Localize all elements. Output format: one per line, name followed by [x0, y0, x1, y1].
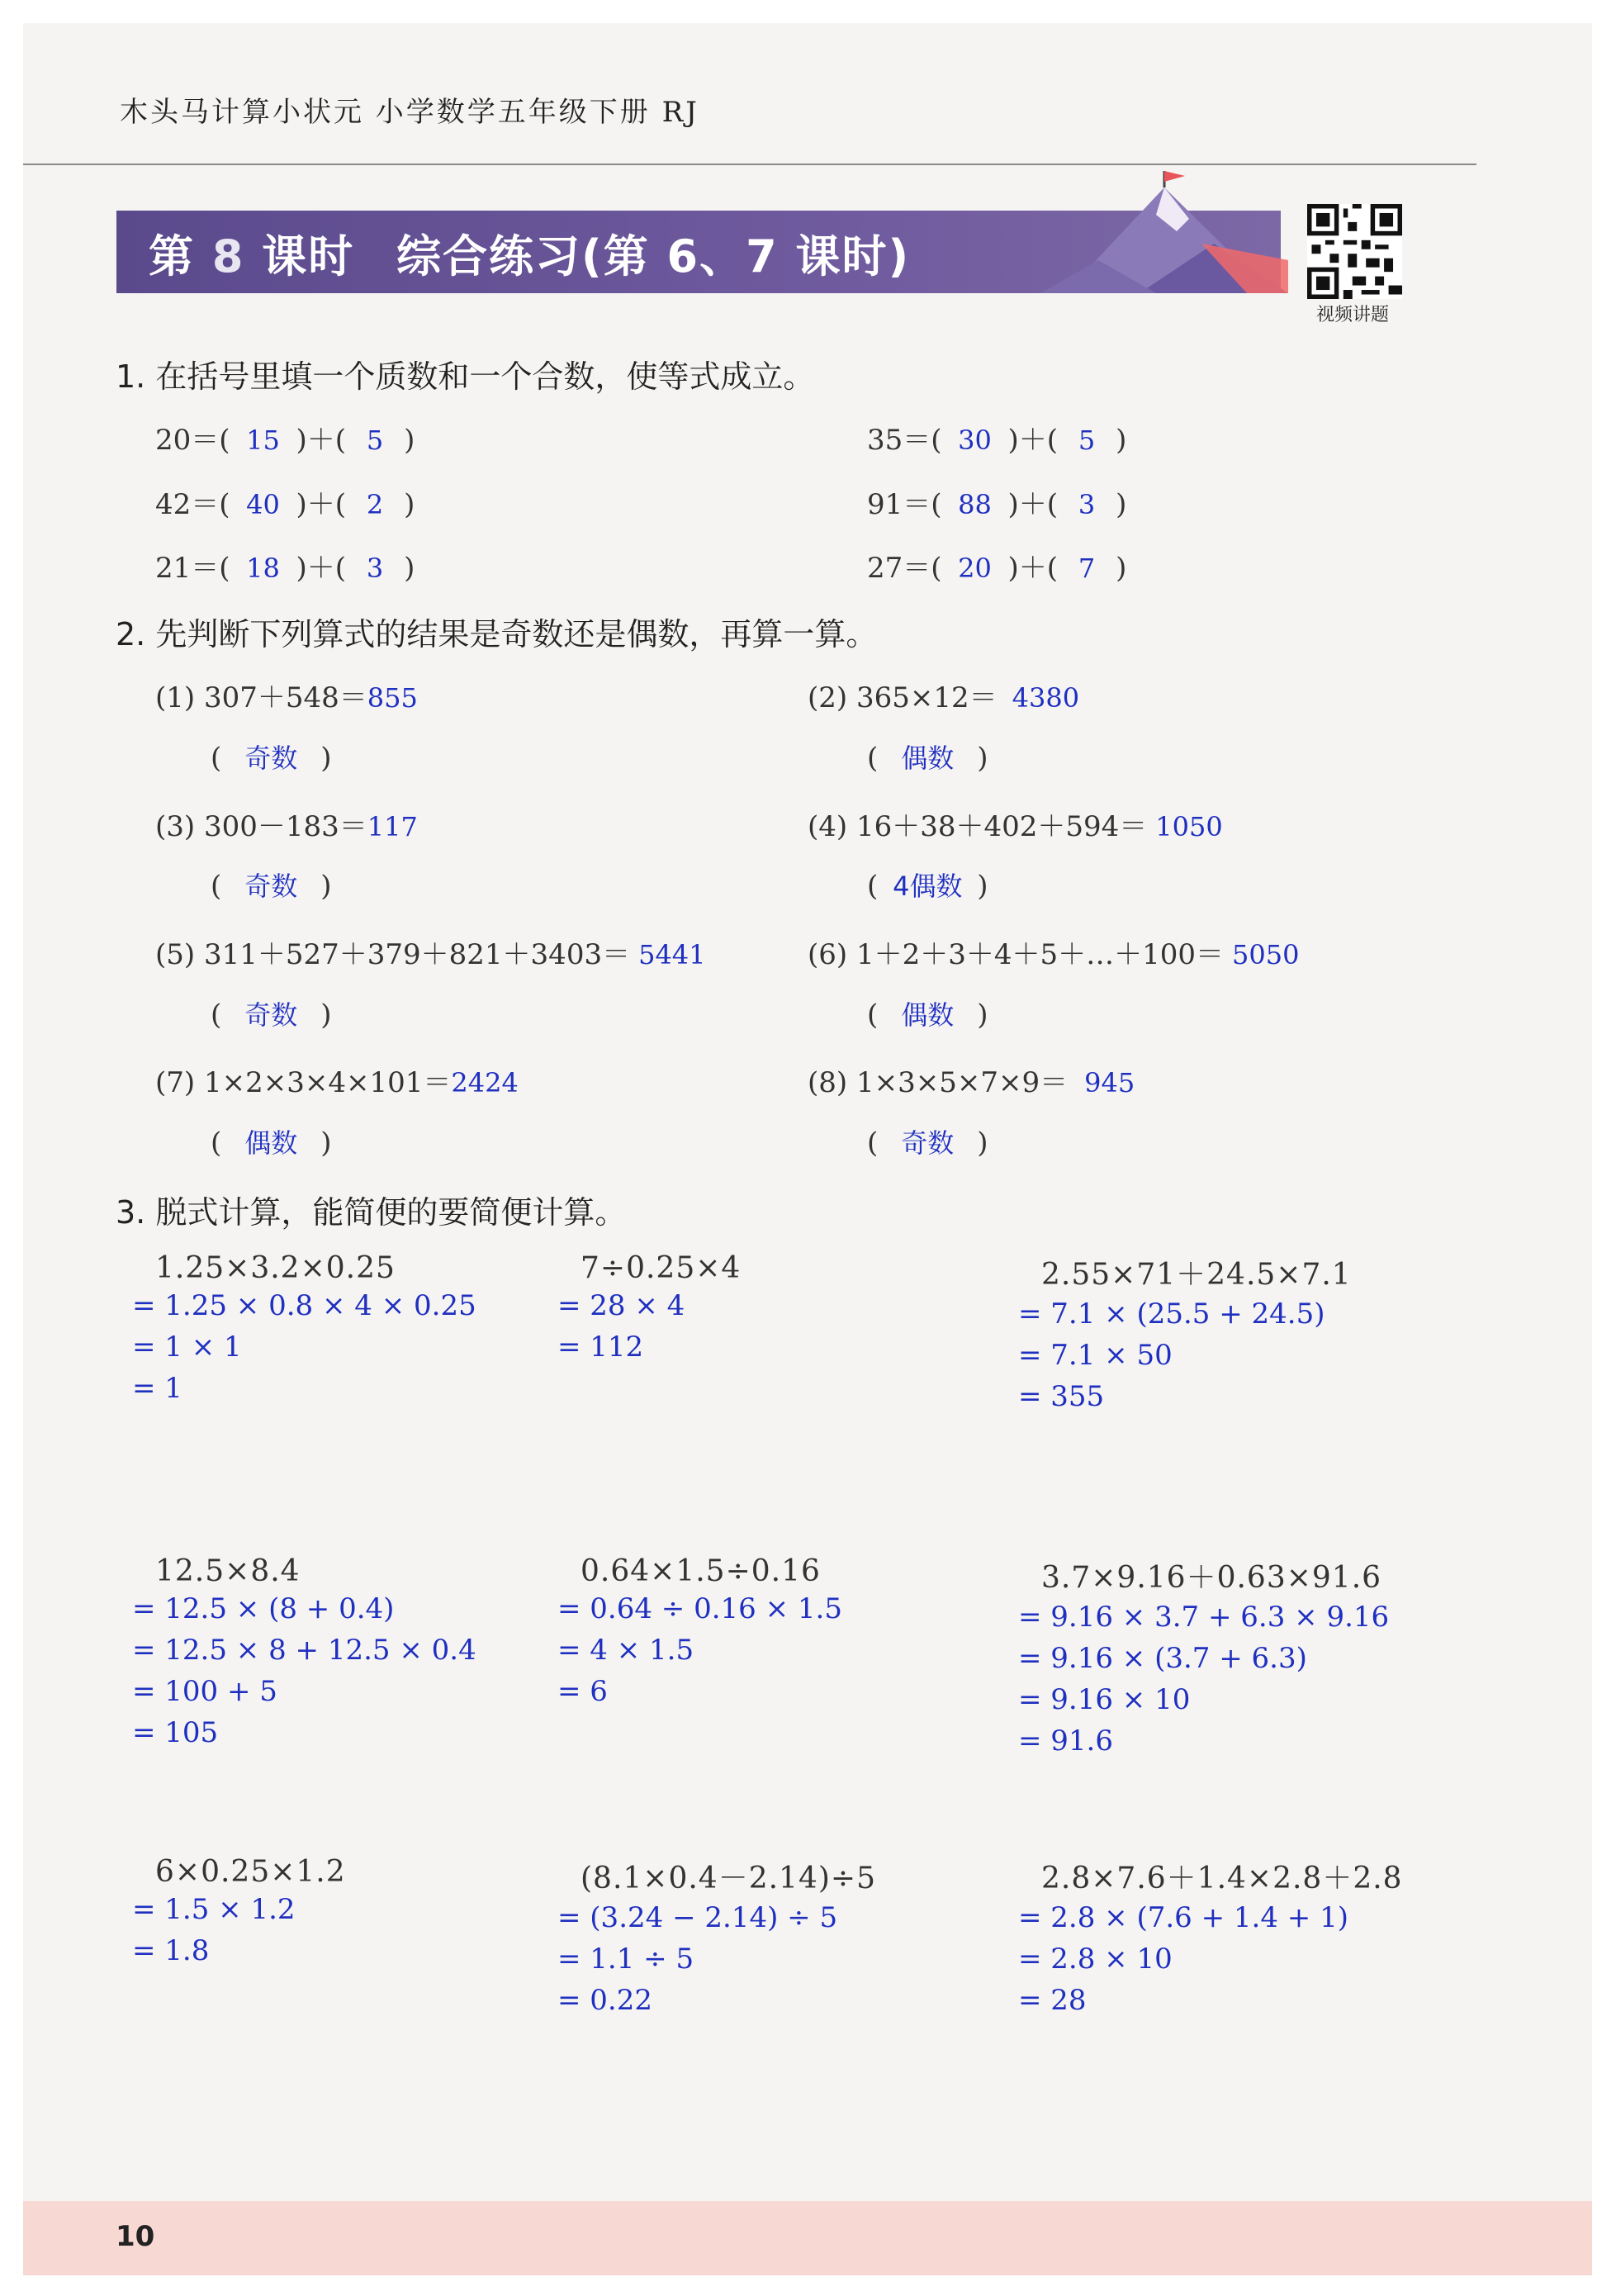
q2-expression: (6) 1＋2＋3＋4＋5＋…＋100＝ [808, 938, 1225, 971]
q3-problem-head: 2.8×7.6＋1.4×2.8＋2.8 [1041, 1862, 1403, 1895]
q2-parity-7 [211, 1122, 332, 1160]
q1-row-mid: )＋( [296, 552, 347, 585]
q1-row-lhs: 35＝( [867, 424, 942, 457]
q1-row-end: ) [1116, 552, 1127, 585]
q3-step: = 0.22 [557, 1984, 652, 2017]
q1-answer-a: 18 [246, 553, 280, 584]
q2-expression: (1) 307＋548＝ [155, 681, 367, 714]
book-header: 木头马计算小状元 小学数学五年级下册 RJ [120, 96, 699, 129]
lesson-topic: 综合练习(第 6、7 课时) [396, 230, 911, 282]
q2-item-2 [808, 675, 1079, 715]
q1-answer-b: 3 [366, 553, 384, 584]
q3-step: = (3.24 − 2.14) ÷ 5 [557, 1901, 838, 1934]
paren-close: ) [977, 1127, 988, 1160]
q1-row-mid: )＋( [296, 424, 347, 457]
q3-problem-head: 2.55×71＋24.5×7.1 [1041, 1258, 1352, 1292]
q2-item-5 [155, 932, 706, 972]
q2-parity-2 [867, 738, 988, 776]
paren-open: ( [867, 1127, 879, 1160]
paren-open: ( [211, 870, 222, 903]
q2-parity-answer: 奇数 [901, 1127, 955, 1159]
q3-step: = 12.5 × (8 + 0.4) [132, 1592, 395, 1625]
q1-row-lhs: 91＝( [867, 488, 942, 521]
q3-problem-head: (8.1×0.4－2.14)÷5 [581, 1862, 876, 1895]
q2-parity-answer: 偶数 [244, 1127, 298, 1159]
paren-close: ) [320, 742, 332, 775]
paren-close: ) [320, 999, 332, 1032]
q2-item-8 [808, 1060, 1135, 1100]
q3-step: = 1 [132, 1372, 182, 1405]
q1-answer-b: 5 [366, 425, 384, 456]
q3-step: = 9.16 × 10 [1018, 1683, 1191, 1716]
q3-step: = 28 [1018, 1984, 1087, 2017]
q3-problem-head: 6×0.25×1.2 [155, 1855, 346, 1889]
q1-row-end: ) [404, 488, 415, 521]
header-divider [23, 164, 1476, 165]
q2-parity-answer: 奇数 [244, 999, 298, 1031]
q1-row-4 [867, 481, 1126, 522]
q3-problem-5 [557, 1554, 842, 1712]
q1-answer-b: 7 [1078, 553, 1096, 584]
q1-answer-b: 3 [1078, 489, 1096, 520]
q1-row-mid: )＋( [1007, 424, 1059, 457]
mountain-flag-icon [1040, 169, 1288, 295]
q3-problem-7 [132, 1855, 346, 1971]
q1-row-lhs: 42＝( [155, 488, 230, 521]
q3-step: = 12.5 × 8 + 12.5 × 0.4 [132, 1634, 476, 1667]
q3-problem-4 [132, 1554, 476, 1753]
lesson-prefix: 第 [149, 230, 195, 282]
q2-item-7 [155, 1060, 519, 1100]
q1-row-end: ) [1116, 488, 1127, 521]
paren-open: ( [211, 742, 222, 775]
q3-problem-3 [1018, 1251, 1352, 1417]
q2-parity-5 [211, 994, 332, 1032]
q3-problem-9 [1018, 1855, 1403, 2021]
paren-close: ) [320, 870, 332, 903]
q2-answer: 4380 [1012, 682, 1080, 714]
q2-expression: (4) 16＋38＋402＋594＝ [808, 810, 1148, 843]
q1-row-mid: )＋( [296, 488, 347, 521]
q1-answer-a: 30 [958, 425, 992, 456]
q3-problem-head: 0.64×1.5÷0.16 [581, 1554, 821, 1588]
q3-title: 3. 脱式计算，能简便的要简便计算。 [116, 1194, 627, 1231]
q3-step: = 9.16 × (3.7 + 6.3) [1018, 1642, 1307, 1675]
q2-item-6 [808, 932, 1299, 972]
qr-caption: 视频讲题 [1316, 305, 1390, 325]
q1-row-5 [155, 545, 415, 586]
q2-parity-6 [867, 994, 988, 1032]
q2-parity-answer: 偶数 [901, 999, 955, 1031]
q2-answer: 2424 [451, 1067, 519, 1098]
q2-parity-1 [211, 738, 332, 776]
q2-answer: 945 [1084, 1067, 1135, 1098]
q1-row-lhs: 27＝( [867, 552, 942, 585]
q3-step: = 7.1 × 50 [1018, 1339, 1173, 1372]
q3-step: = 1.1 ÷ 5 [557, 1943, 694, 1976]
q3-step: = 1.25 × 0.8 × 4 × 0.25 [132, 1289, 476, 1322]
q1-row-end: ) [404, 552, 415, 585]
q3-step: = 91.6 [1018, 1724, 1113, 1758]
q2-parity-answer: 4偶数 [893, 870, 963, 902]
q2-answer: 117 [367, 811, 418, 842]
q1-row-lhs: 21＝( [155, 552, 230, 585]
q1-answer-a: 88 [958, 489, 992, 520]
q3-problem-6 [1018, 1554, 1389, 1762]
lesson-number: 8 [211, 230, 245, 282]
q3-step: = 0.64 ÷ 0.16 × 1.5 [557, 1592, 842, 1625]
q3-step: = 105 [132, 1716, 219, 1749]
q1-row-lhs: 20＝( [155, 424, 230, 457]
q1-answer-a: 40 [246, 489, 280, 520]
paren-close: ) [977, 742, 988, 775]
paren-close: ) [977, 999, 988, 1032]
q3-problem-head: 3.7×9.16＋0.63×91.6 [1041, 1561, 1382, 1595]
q3-step: = 6 [557, 1675, 608, 1708]
q1-answer-a: 20 [958, 553, 992, 584]
q2-parity-answer: 偶数 [901, 742, 955, 774]
q3-problem-1 [132, 1251, 476, 1409]
q3-step: = 1.5 × 1.2 [132, 1893, 296, 1926]
q1-title: 1. 在括号里填一个质数和一个合数，使等式成立。 [116, 358, 815, 395]
paren-open: ( [867, 999, 879, 1032]
q1-row-end: ) [404, 424, 415, 457]
q2-item-3 [155, 804, 418, 844]
q1-row-1 [155, 417, 415, 458]
q3-step: = 2.8 × (7.6 + 1.4 + 1) [1018, 1901, 1348, 1934]
q2-parity-3 [211, 866, 332, 904]
q3-step: = 1.8 [132, 1934, 210, 1967]
q2-expression: (7) 1×2×3×4×101＝ [155, 1066, 452, 1099]
q3-problem-head: 7÷0.25×4 [581, 1251, 742, 1285]
q2-expression: (5) 311＋527＋379＋821＋3403＝ [155, 938, 631, 971]
q2-title: 2. 先判断下列算式的结果是奇数还是偶数，再算一算。 [116, 616, 878, 652]
paren-open: ( [211, 1127, 222, 1160]
qr-code-icon[interactable] [1307, 204, 1402, 299]
q1-answer-a: 15 [246, 425, 280, 456]
q1-row-mid: )＋( [1007, 488, 1059, 521]
footer-band [23, 2201, 1592, 2275]
q3-step: = 2.8 × 10 [1018, 1943, 1173, 1976]
page-number: 10 [116, 2220, 155, 2253]
q2-expression: (8) 1×3×5×7×9＝ [808, 1066, 1069, 1099]
q3-step: = 4 × 1.5 [557, 1634, 694, 1667]
q1-row-6 [867, 545, 1126, 586]
q2-expression: (3) 300－183＝ [155, 810, 367, 843]
q3-problem-8 [557, 1855, 876, 2021]
lesson-label: 课时 [262, 230, 355, 282]
q2-parity-answer: 奇数 [244, 870, 298, 902]
q2-answer: 5441 [638, 939, 706, 970]
q3-problem-2 [557, 1251, 741, 1368]
q1-answer-b: 2 [366, 489, 384, 520]
q3-step: = 28 × 4 [557, 1289, 685, 1322]
q3-step: = 7.1 × (25.5 + 24.5) [1018, 1297, 1325, 1331]
paren-open: ( [211, 999, 222, 1032]
q2-item-1 [155, 675, 418, 715]
q2-expression: (2) 365×12＝ [808, 681, 998, 714]
q2-answer: 5050 [1232, 939, 1300, 970]
q3-step: = 1 × 1 [132, 1331, 242, 1364]
q1-row-3 [155, 481, 415, 522]
q1-answer-b: 5 [1078, 425, 1096, 456]
q3-step: = 355 [1018, 1380, 1105, 1413]
lesson-title [149, 221, 910, 285]
q3-problem-head: 12.5×8.4 [155, 1554, 301, 1588]
paren-open: ( [867, 870, 879, 903]
q3-step: = 100 + 5 [132, 1675, 277, 1708]
q1-row-end: ) [1116, 424, 1127, 457]
paren-open: ( [867, 742, 879, 775]
q2-parity-4 [867, 866, 988, 904]
q2-answer: 1050 [1155, 811, 1223, 842]
q2-item-4 [808, 804, 1223, 844]
paren-close: ) [320, 1127, 332, 1160]
q1-row-mid: )＋( [1007, 552, 1059, 585]
q3-problem-head: 1.25×3.2×0.25 [155, 1251, 396, 1285]
q2-parity-8 [867, 1122, 988, 1160]
paren-close: ) [977, 870, 988, 903]
q2-answer: 855 [367, 682, 418, 714]
q3-step: = 9.16 × 3.7 + 6.3 × 9.16 [1018, 1601, 1390, 1634]
q3-step: = 112 [557, 1331, 644, 1364]
q2-parity-answer: 奇数 [244, 742, 298, 774]
q1-row-2 [867, 417, 1126, 458]
